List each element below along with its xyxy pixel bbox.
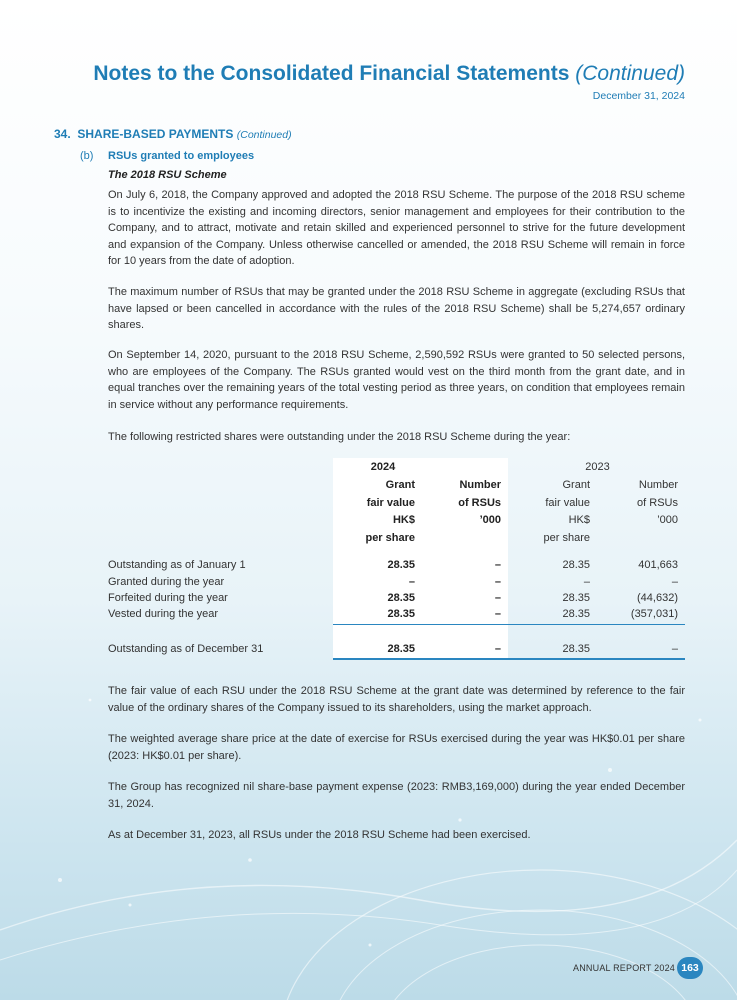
cell-number-2024: – bbox=[494, 559, 501, 571]
cell-number-2024: – bbox=[494, 608, 501, 620]
subsection-heading: (b) RSUs granted to employees bbox=[80, 150, 255, 162]
cell-number-2023: – bbox=[671, 643, 678, 655]
paragraph-8: As at December 31, 2023, all RSUs under the 2018 RSU Scheme had been exercised. bbox=[108, 829, 531, 841]
row-label: Vested during the year bbox=[108, 608, 219, 620]
page-title: Notes to the Consolidated Financial Statements (Continued) bbox=[93, 62, 685, 85]
paragraph-6: The weighted average share price at the date of exercise for RSUs exercised during the year was HK$0.01 per share (2023: HK$0.01 per share). bbox=[108, 733, 685, 762]
number-header-2024: Number of RSUs ’000 bbox=[458, 479, 501, 526]
paragraph-4: The following restricted shares were outstanding under the 2018 RSU Scheme during the year: bbox=[108, 431, 571, 443]
row-label: Granted during the year bbox=[108, 576, 225, 588]
cell-number-2023: – bbox=[671, 576, 678, 588]
report-date: December 31, 2024 bbox=[592, 90, 685, 102]
paragraph-3: On September 14, 2020, pursuant to the 2018 RSU Scheme, 2,590,592 RSUs were granted to 50 selected persons, who are employees of the Company. The RSUs granted would vest on the third month from the grant date, and in equal tranches over the remaining years of the total vesting period as three years, on condition that employees remain in service without any performance requirements. bbox=[108, 349, 685, 411]
row-label: Outstanding as of December 31 bbox=[108, 643, 264, 655]
cell-grant-2023: – bbox=[583, 576, 590, 588]
cell-number-2023: (44,632) bbox=[637, 592, 678, 604]
page-number: 163 bbox=[677, 957, 703, 979]
footer-report-name: ANNUAL REPORT 2024 bbox=[573, 963, 675, 973]
row-label: Outstanding as of January 1 bbox=[108, 559, 246, 571]
paragraph-5: The fair value of each RSU under the 2018 RSU Scheme at the grant date was determined by reference to the fair value of the ordinary shares of the Company issued to its shareholders, using the market approach. bbox=[108, 685, 685, 714]
year-2023-header: 2023 bbox=[585, 461, 610, 473]
subtotal-rule bbox=[333, 624, 685, 625]
paragraph-1: On July 6, 2018, the Company approved and adopted the 2018 RSU Scheme. The purpose of the 2018 RSU scheme is to incentivize the existing and incoming directors, senior management and employees for their contribution to the Company, and to attract, motivate and retain skilled and experienced personnel to strive for the future development and expansion of the Company. Unless otherwise cancelled or amended, the 2018 RSU Scheme will remain in force for 10 years from the date of adoption. bbox=[108, 189, 685, 267]
year-2024-header: 2024 bbox=[370, 461, 396, 473]
cell-grant-2024: 28.35 bbox=[387, 592, 415, 604]
section-heading: 34. SHARE-BASED PAYMENTS (Continued) bbox=[54, 127, 292, 141]
paragraph-7: The Group has recognized nil share-base payment expense (2023: RMB3,169,000) during the year ended December 31, 2024. bbox=[108, 781, 685, 810]
cell-number-2024: – bbox=[494, 592, 501, 604]
cell-grant-2023: 28.35 bbox=[562, 608, 590, 620]
row-label: Forfeited during the year bbox=[108, 592, 228, 604]
cell-grant-2024: 28.35 bbox=[387, 608, 415, 620]
cell-grant-2024: 28.35 bbox=[387, 643, 415, 655]
cell-number-2024: – bbox=[494, 576, 501, 588]
grant-header-2024: Grant fair value HK$ per share bbox=[365, 479, 415, 544]
cell-grant-2024: – bbox=[408, 576, 415, 588]
total-rule bbox=[333, 658, 685, 660]
number-header-2023: Number of RSUs ’000 bbox=[637, 479, 678, 526]
cell-number-2023: 401,663 bbox=[638, 559, 678, 571]
cell-grant-2023: 28.35 bbox=[562, 559, 590, 571]
paragraph-2: The maximum number of RSUs that may be granted under the 2018 RSU Scheme in aggregate (excluding RSUs that have lapsed or been cancelled in accordance with the rules of the 2018 RSU Scheme) shall be 5,274,657 ordinary shares. bbox=[108, 286, 685, 331]
scheme-heading: The 2018 RSU Scheme bbox=[108, 169, 227, 181]
cell-grant-2023: 28.35 bbox=[562, 592, 590, 604]
cell-number-2024: – bbox=[494, 643, 501, 655]
grant-header-2023: Grant fair value HK$ per share bbox=[543, 479, 590, 544]
cell-grant-2023: 28.35 bbox=[562, 643, 590, 655]
cell-grant-2024: 28.35 bbox=[387, 559, 415, 571]
cell-number-2023: (357,031) bbox=[630, 608, 678, 620]
